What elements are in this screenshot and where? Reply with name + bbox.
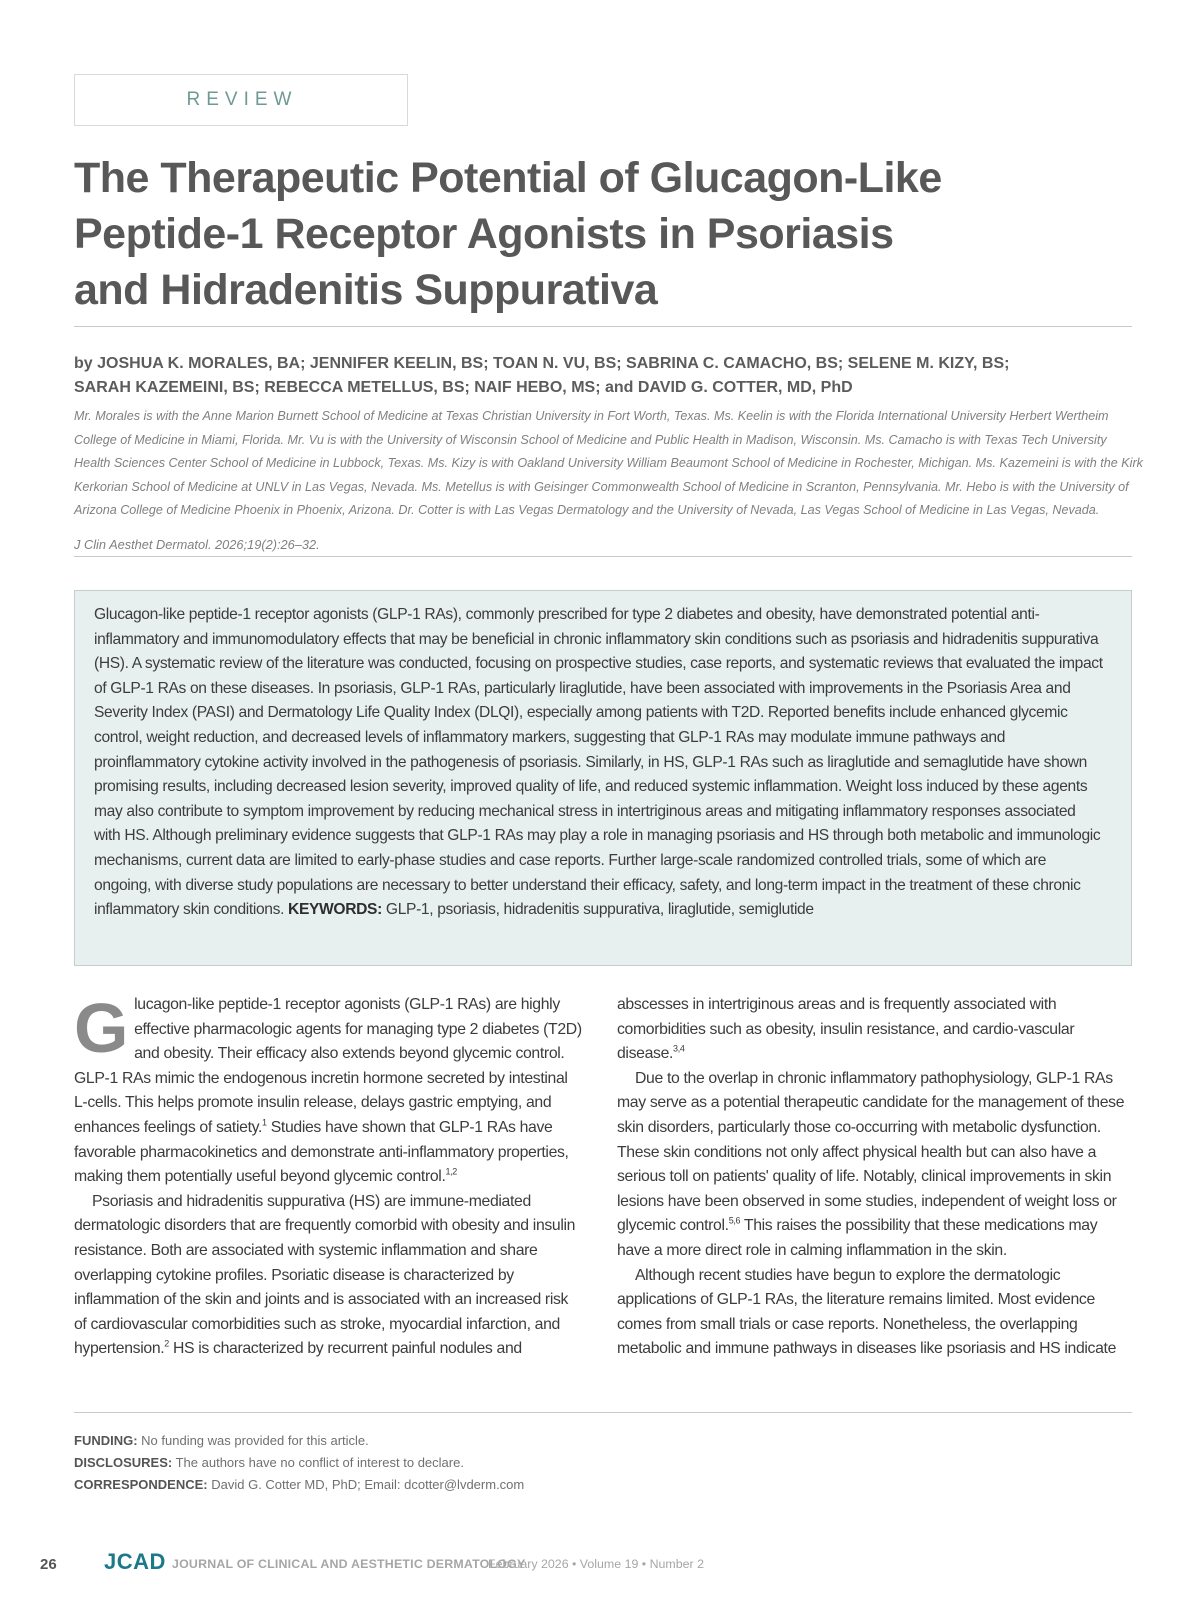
body-paragraph: Although recent studies have begun to explore the dermatologic applications of GLP-1 RAs, the literature remains limited. Most evidence comes from small trials or case reports. Nonetheless, the overlapping metabolic and immune pathways in diseases like psoriasis and HS indicate (617, 1266, 1116, 1358)
divider (74, 326, 1132, 327)
divider (74, 1412, 1132, 1413)
section-label-box (74, 74, 408, 126)
author-line: by JOSHUA K. MORALES, BA; JENNIFER KEELIN, BS; TOAN N. VU, BS; SABRINA C. CAMACHO, BS; SELENE M. KIZY, BS; (74, 355, 1010, 372)
abstract (94, 603, 1104, 923)
journal-logo: JCAD (104, 1549, 166, 1574)
correspondence-note: CORRESPONDENCE: David G. Cotter MD, PhD; Email: dcotter@lvderm.com (74, 1477, 525, 1492)
divider (74, 556, 1132, 557)
author-list (74, 352, 1134, 400)
issue-info: February 2026 • Volume 19 • Number 2 (488, 1557, 704, 1571)
keywords-label: KEYWORDS: (288, 901, 382, 919)
article-notes (74, 1430, 524, 1496)
page-number: 26 (40, 1556, 57, 1573)
abstract-box (74, 590, 1132, 966)
reference-marker[interactable]: 1,2 (445, 1166, 457, 1177)
body-column-right (617, 993, 1127, 1362)
drop-cap: G (74, 989, 129, 1067)
citation-journal: J Clin Aesthet Dermatol. (74, 537, 212, 552)
abstract-text: Glucagon-like peptide-1 receptor agonists (GLP-1 RAs), commonly prescribed for type 2 diabetes and obesity, have demonstrated potential anti-inflammatory and immunomodulatory effects that may be beneficial in chronic inflammatory skin conditions such as psoriasis and hidradenitis suppurativa (HS). A systematic review of the literature was conducted, focusing on prospective studies, case reports, and systematic reviews that evaluated the impact of GLP-1 RAs on these diseases. In psoriasis, GLP-1 RAs, particularly liraglutide, have been associated with improvements in the Psoriasis Area and Severity Index (PASI) and Dermatology Life Quality Index (DLQI), especially among patients with T2D. Reported benefits include enhanced glycemic control, weight reduction, and decreased levels of inflammatory markers, suggesting that GLP-1 RAs may modulate immune pathways and proinflammatory cytokine activity involved in the pathogenesis of psoriasis. Similarly, in HS, GLP-1 RAs such as liraglutide and semaglutide have shown promising results, including decreased lesion severity, improved quality of life, and reduced systemic inflammation. Weight loss induced by these agents may also contribute to symptom improvement by reducing mechanical stress in intertriginous areas and mitigating inflammatory responses associated with HS. Although preliminary evidence suggests that GLP-1 RAs may play a role in managing psoriasis and HS through both metabolic and immunologic mechanisms, current data are limited to early-phase studies and case reports. Further large-scale randomized controlled trials, some of which are ongoing, with diverse study populations are necessary to better understand their efficacy, safety, and long-term impact in the treatment of these chronic inflammatory skin conditions. (94, 606, 1103, 919)
section-label: REVIEW (186, 89, 298, 110)
body-paragraph: Glucagon-like peptide-1 receptor agonists (GLP-1 RAs) are highly effective pharmacologic agents for managing type 2 diabetes (T2D) and obesity. Their efficacy also extends beyond glycemic control. GLP-1 RAs mimic the endogenous incretin hormone secreted by intestinal L-cells. This helps promote insulin release, delays gastric emptying, and enhances feelings of satiety.$^1$ Studies have shown that GLP-1 RAs have favorable pharmacokinetics and demonstrate anti-inflammatory properties, making them potentially useful beyond glycemic control.$^{1,2}$ (74, 989, 582, 1186)
funding-note: FUNDING: No funding was provided for this article. (74, 1433, 369, 1448)
disclosures-note: DISCLOSURES: The authors have no conflict of interest to declare. (74, 1455, 464, 1470)
title-line: The Therapeutic Potential of Glucagon-Like (74, 154, 942, 202)
reference-marker[interactable]: 2 (164, 1339, 169, 1350)
author-affiliations: Mr. Morales is with the Anne Marion Burnett School of Medicine at Texas Christian University in Fort Worth, Texas. Ms. Keelin is with the Florida International University Herbert Wertheim College of Medicine in Miami, Florida. Mr. Vu is with the University of Wisconsin School of Medicine and Public Health in Madison, Wisconsin. Ms. Camacho is with Texas Tech University Health Sciences Center School of Medicine in Lubbock, Texas. Ms. Kizy is with Oakland University William Beaumont School of Medicine in Rochester, Michigan. Ms. Kazemeini is with the Kirk Kerkorian School of Medicine at UNLV in Las Vegas, Nevada. Ms. Metellus is with Geisinger Commonwealth School of Medicine in Scranton, Pennsylvania. Mr. Hebo is with the University of Arizona College of Medicine Phoenix in Phoenix, Arizona. Dr. Cotter is with Las Vegas Dermatology and the University of Nevada, Las Vegas School of Medicine in Las Vegas, Nevada. (74, 409, 1143, 517)
correspondence-email[interactable]: David G. Cotter MD, PhD; Email: dcotter@lvderm.com (207, 1477, 525, 1492)
body-paragraph: Psoriasis and hidradenitis suppurativa (HS) are immune-mediated dermatologic disorders that are frequently comorbid with obesity and insulin resistance. Both are associated with systemic inflammation and share overlapping cytokine profiles. Psoriatic disease is characterized by inflammation of the skin and joints and is associated with an increased risk of cardiovascular comorbidities such as stroke, myocardial infarction, and hypertension.$^2$ HS is characterized by recurrent painful nodules and (74, 1192, 576, 1358)
reference-marker[interactable]: 3,4 (673, 1043, 685, 1054)
journal-name: JOURNAL OF CLINICAL AND AESTHETIC DERMATOLOGY (172, 1557, 526, 1571)
reference-marker[interactable]: 1 (262, 1117, 267, 1128)
article-title (74, 150, 1074, 318)
title-line: Peptide-1 Receptor Agonists in Psoriasis (74, 210, 894, 258)
body-paragraph: abscesses in intertriginous areas and is frequently associated with comorbidities such as obesity, insulin resistance, and cardio-vascular disease.$^{3,4}$ (617, 996, 1075, 1063)
title-line: and Hidradenitis Suppurativa (74, 266, 658, 314)
body-column-left (74, 989, 584, 1362)
body-paragraph: Due to the overlap in chronic inflammatory pathophysiology, GLP-1 RAs may serve as a potential therapeutic candidate for the management of these skin disorders, particularly those co-occurring with metabolic dysfunction. These skin conditions not only affect physical health but can also have a serious toll on patients' quality of life. Notably, clinical improvements in skin lesions have been observed in some studies, independent of weight loss or glycemic control.$^{5,6}$ This raises the possibility that these medications may have a more direct role in calming inflammation in the skin. (617, 1069, 1125, 1259)
reference-marker[interactable]: 5,6 (728, 1216, 741, 1227)
author-line: SARAH KAZEMEINI, BS; REBECCA METELLUS, BS; NAIF HEBO, MS; and DAVID G. COTTER, MD, PhD (74, 379, 853, 396)
citation (74, 537, 320, 552)
citation-detail: 2026;19(2):26–32. (211, 537, 320, 552)
keywords-text: GLP-1, psoriasis, hidradenitis suppurativa, liraglutide, semiglutide (381, 901, 814, 919)
